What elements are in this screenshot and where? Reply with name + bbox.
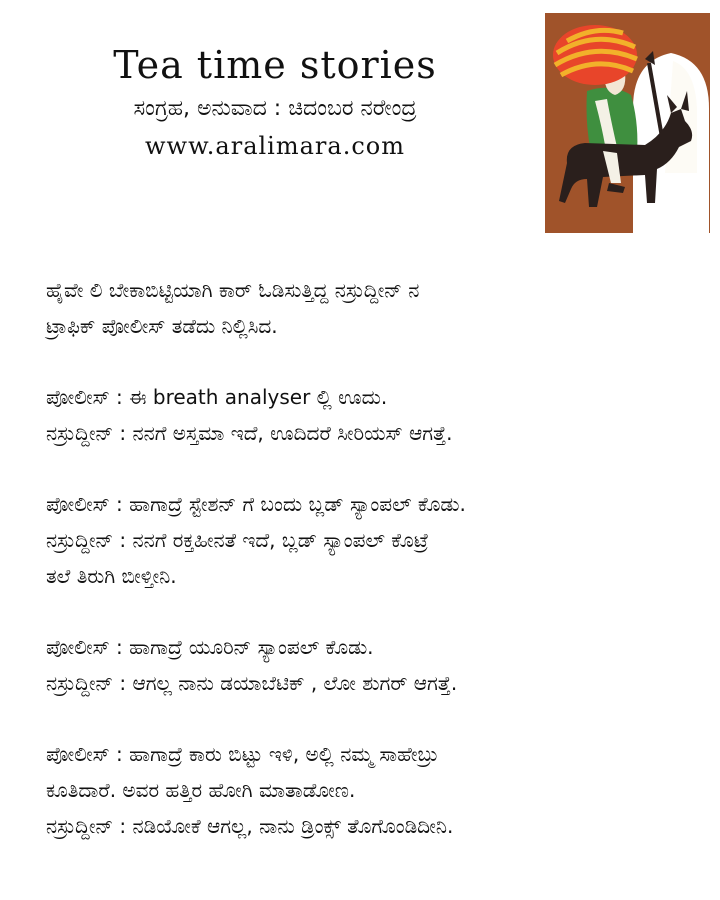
story-line: ತಲೆ ತಿರುಗಿ ಬೀಳ್ತೀನಿ. — [46, 564, 177, 588]
story-paragraph — [46, 272, 696, 344]
header — [40, 40, 510, 164]
story-line: ಹೈವೇ ಲಿ ಬೇಕಾಬಿಟ್ಟಿಯಾಗಿ ಕಾರ್ ಓಡಿಸುತ್ತಿದ್ದ ನಸ್ರುದ್ದೀನ್ ನ — [46, 278, 420, 302]
story-paragraph — [46, 486, 696, 594]
story-line: ನಸ್ರುದ್ದೀನ್ : ನಡಿಯೋಕೆ ಆಗಲ್ಲ, ನಾನು ಡ್ರಿಂಕ್ಸ್ ತೊಗೊಂಡಿದೀನಿ. — [46, 814, 454, 838]
story-line: ಪೋಲೀಸ್ : ಈ breath analyser ಲ್ಲಿ ಊದು. — [46, 385, 388, 409]
story-paragraph — [46, 736, 696, 844]
story-body — [46, 272, 696, 879]
page-title: Tea time stories — [113, 43, 437, 87]
story-line: ನಸ್ರುದ್ದೀನ್ : ನನಗೆ ಅಸ್ತಮಾ ಇದೆ, ಊದಿದರೆ ಸೀರಿಯಸ್ ಆಗತ್ತೆ. — [46, 421, 453, 445]
story-line: ನಸ್ರುದ್ದೀನ್ : ನನಗೆ ರಕ್ತಹೀನತೆ ಇದೆ, ಬ್ಲಡ್ ಸ್ಯಾಂಪಲ್ ಕೊಟ್ರೆ — [46, 528, 429, 552]
story-line: ನಸ್ರುದ್ದೀನ್ : ಆಗಲ್ಲ ನಾನು ಡಯಾಬೆಟಿಕ್ , ಲೋ ಶುಗರ್ ಆಗತ್ತೆ. — [46, 671, 458, 695]
story-line: ಪೋಲೀಸ್ : ಹಾಗಾದ್ರೆ ಸ್ಟೇಶನ್ ಗೆ ಬಂದು ಬ್ಲಡ್ ಸ್ಯಾಂಪಲ್ ಕೊಡು. — [46, 492, 466, 516]
story-paragraph — [46, 379, 696, 451]
website-url: www.aralimara.com — [145, 132, 405, 160]
story-paragraph — [46, 629, 696, 701]
nasruddin-on-donkey-icon — [545, 13, 710, 233]
story-line: ಪೋಲೀಸ್ : ಹಾಗಾದ್ರೆ ಕಾರು ಬಿಟ್ಟು ಇಳಿ, ಅಲ್ಲಿ ನಮ್ಮ ಸಾಹೇಬ್ರು — [46, 742, 439, 766]
story-line: ಟ್ರಾಫಿಕ್ ಪೋಲೀಸ್ ತಡೆದು ನಿಲ್ಲಿಸಿದ. — [46, 314, 278, 338]
page-subtitle: ಸಂಗ್ರಹ, ಅನುವಾದ : ಚಿದಂಬರ ನರೇಂದ್ರ — [133, 96, 417, 121]
story-line: ಕೂತಿದಾರೆ. ಅವರ ಹತ್ತಿರ ಹೋಗಿ ಮಾತಾಡೋಣ. — [46, 778, 356, 802]
story-line: ಪೋಲೀಸ್ : ಹಾಗಾದ್ರೆ ಯೂರಿನ್ ಸ್ಯಾಂಪಲ್ ಕೊಡು. — [46, 635, 374, 659]
